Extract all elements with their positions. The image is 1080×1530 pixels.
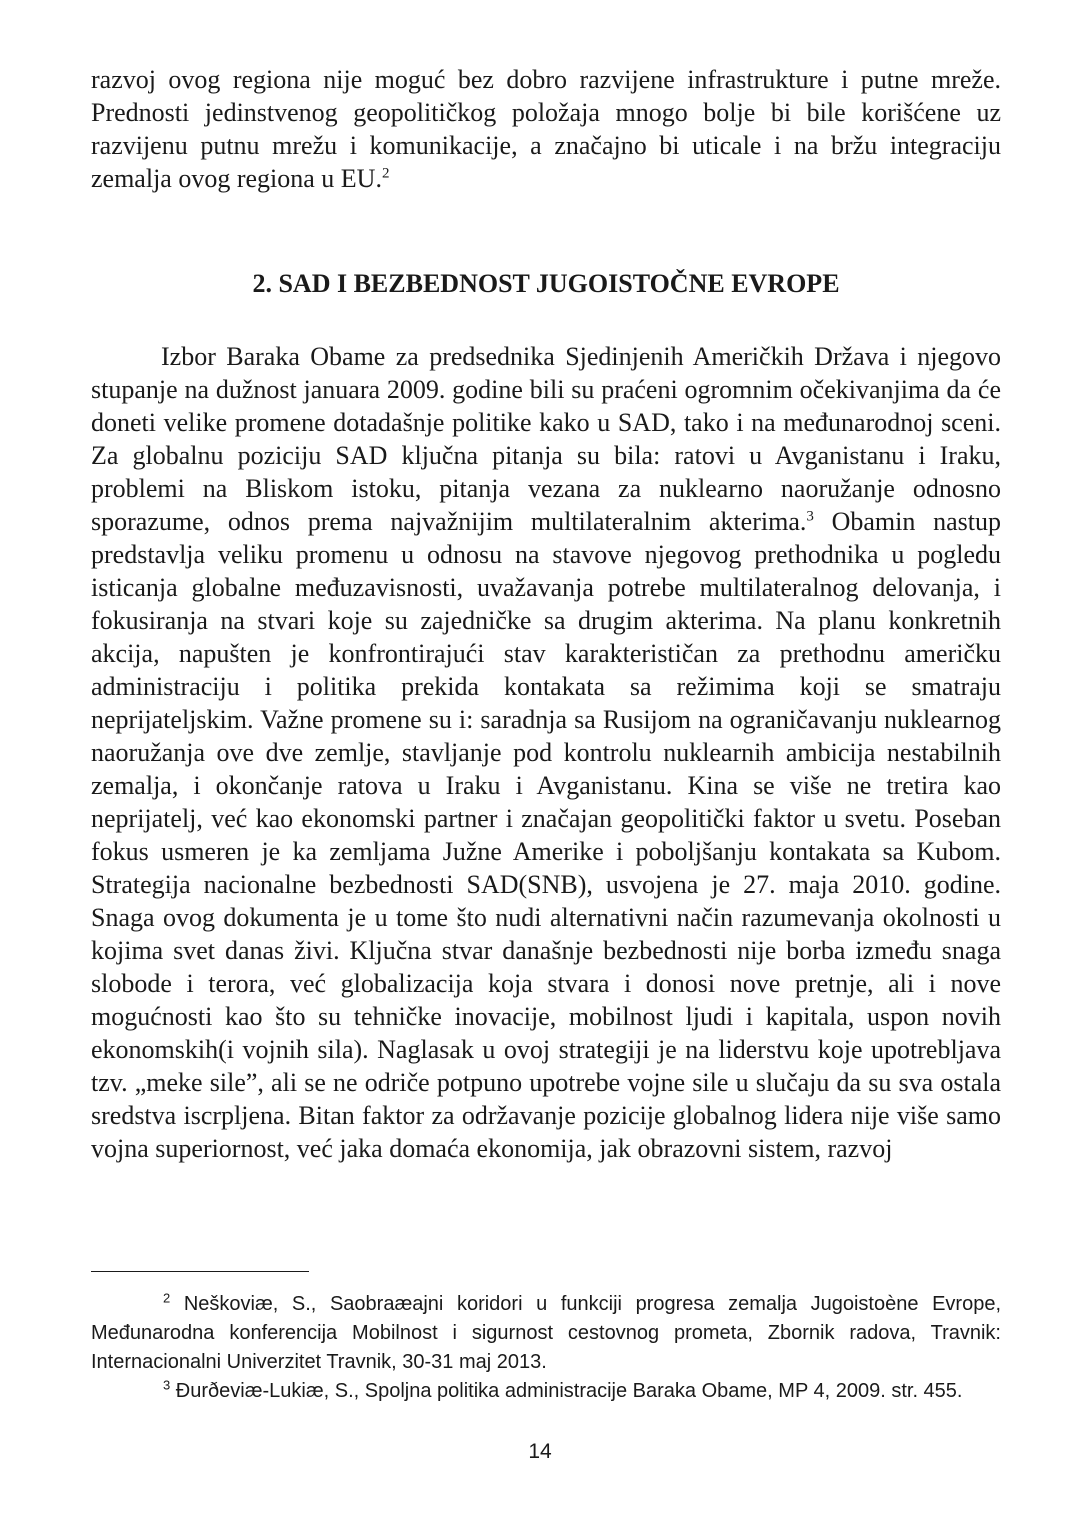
footnote-text: Đurðeviæ-Lukiæ, S., Spoljna politika administracije Baraka Obame, MP 4, 2009. str. 455. [175,1380,963,1402]
intro-paragraph [91,63,1001,195]
section-paragraph [91,340,1001,1165]
section-paragraph-part1: Izbor Baraka Obame za predsednika Sjedinjenih Američkih Država i njegovo stupanje na dužnost januara 2009. godine bili su praćeni ogromnim očekivanjima da će doneti velike promene dotadašnje politike kako u SAD, tako i na međunarodnoj sceni. Za globalnu poziciju SAD ključna pitanja su bila: ratovi u Avganistanu i Iraku, problemi na Bliskom istoku, pitanja vezana za nuklearno naoružanje odnosno sporazume, odnos prema najvažnijim multilateralnim akterima. [91,342,1001,536]
section-paragraph-part2: Obamin nastup predstavlja veliku promenu u odnosu na stavove njegovog prethodnika u pogledu isticanja globalne međuzavisnosti, uvažavanja potrebe multilateralnog delovanja, i fokusiranja na stvari koje su zajedničke sa drugim akterima. Na planu konkretnih akcija, napušten je konfrontirajući stav karakterističan za prethodnu američku administraciju i politika prekida kontakata sa režimima koji se smatraju neprijateljskim. Važne promene su i: saradnja sa Rusijom na ograničavanju nuklearnog naoružanja ove dve zemlje, stavljanje pod kontrolu nuklearnih ambicija nestabilnih zemalja, i okončanje ratova u Iraku i Avganistanu. Kina se više ne tretira kao neprijatelj, već kao ekonomski partner i značajan geopolitički faktor u svetu. Poseban fokus usmeren je ka zemljama Južne Amerike i poboljšanju kontakata sa Kubom. Strategija nacionalne bezbednosti SAD(SNB), usvojena je 27. maja 2010. godine. Snaga ovog dokumenta je u tome što nudi alternativni način razumevanja okolnosti u kojima svet danas živi. Ključna stvar današnje bezbednosti nije borba između snaga slobode i terora, već globalizacija koja stvara i donosi nove pretnje, ali i nove mogućnosti kao što su tehničke inovacije, mobilnost ljudi i kapitala, uspon novih ekonomskih(i vojnih sila). Naglasak u ovoj strategiji je na liderstvu koje upotrebljava tzv. „meke sile”, ali se ne odriče potpuno upotrebe vojne sile u slučaju da su sva ostala sredstva iscrpljena. Bitan faktor za održavanje pozicije globalnog lidera nije više samo vojna superiornost, već jaka domaća ekonomija, jak obrazovni sistem, razvoj [91,507,1001,1163]
footnotes [91,1290,1001,1406]
footnote-text: Neškoviæ, S., Saobraæajni koridori u funkciji progresa zemalja Jugoistoène Evrope, Međunarodna konferencija Mobilnost i sigurnost cestovnog prometa, Zbornik radova, Travnik: Internacionalni Univerzitet Travnik, 30-31 maj 2013. [91,1293,1001,1373]
footnote-separator [91,1271,309,1272]
intro-paragraph-text: razvoj ovog regiona nije moguć bez dobro razvijene infrastrukture i putne mreže. Prednosti jedinstvenog geopolitičkog položaja mnogo bolje bi bile korišćene uz razvijenu putnu mrežu i komunikacije, a značajno bi uticale i na bržu integraciju zemalja ovog regiona u EU. [91,65,1001,193]
footnote-ref-2[interactable]: 2 [381,165,390,182]
footnote-3 [91,1377,1001,1406]
section-heading: 2. SAD I BEZBEDNOST JUGOISTOČNE EVROPE [252,269,840,298]
footnote-ref-3[interactable]: 3 [806,508,814,525]
footnote-number: 3 [163,1377,171,1393]
footnote-number: 2 [163,1290,171,1306]
page-number: 14 [528,1440,552,1463]
footnote-2 [91,1290,1001,1377]
